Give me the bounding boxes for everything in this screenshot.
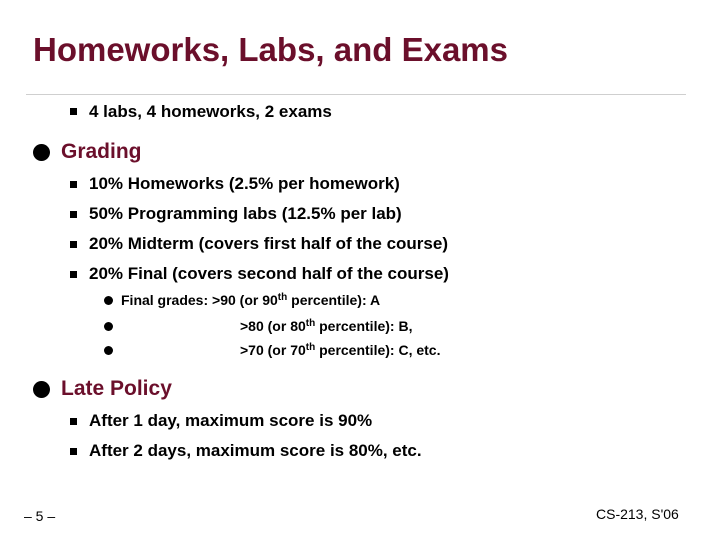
square-bullet-icon xyxy=(70,108,77,115)
round-bullet-icon xyxy=(33,144,50,161)
square-bullet-icon xyxy=(70,448,77,455)
square-bullet-icon xyxy=(70,418,77,425)
final-grade-line: Final grades: >90 (or 90th percentile): A xyxy=(121,292,381,308)
square-bullet-icon xyxy=(70,211,77,218)
late-policy-item: After 1 day, maximum score is 90% xyxy=(89,411,373,430)
final-grade-line: >70 (or 70th percentile): C, etc. xyxy=(240,342,441,358)
round-bullet-icon xyxy=(104,322,113,331)
square-bullet-icon xyxy=(70,241,77,248)
grading-item: 10% Homeworks (2.5% per homework) xyxy=(89,174,400,193)
square-bullet-icon xyxy=(70,181,77,188)
round-bullet-icon xyxy=(104,346,113,355)
grading-item: 50% Programming labs (12.5% per lab) xyxy=(89,204,402,223)
late-policy-item: After 2 days, maximum score is 80%, etc. xyxy=(89,441,422,460)
course-label: CS-213, S'06 xyxy=(596,506,679,522)
late-policy-heading: Late Policy xyxy=(61,377,172,400)
final-grade-line: >80 (or 80th percentile): B, xyxy=(240,318,413,334)
page-number: – 5 – xyxy=(24,508,56,524)
square-bullet-icon xyxy=(70,271,77,278)
grading-item: 20% Midterm (covers first half of the course) xyxy=(89,234,448,253)
grading-heading: Grading xyxy=(61,140,142,163)
title-divider xyxy=(26,94,686,95)
slide-title: Homeworks, Labs, and Exams xyxy=(33,31,509,68)
grading-item: 20% Final (covers second half of the course) xyxy=(89,264,449,283)
round-bullet-icon xyxy=(33,381,50,398)
round-bullet-icon xyxy=(104,296,113,305)
intro-item: 4 labs, 4 homeworks, 2 exams xyxy=(89,102,332,121)
